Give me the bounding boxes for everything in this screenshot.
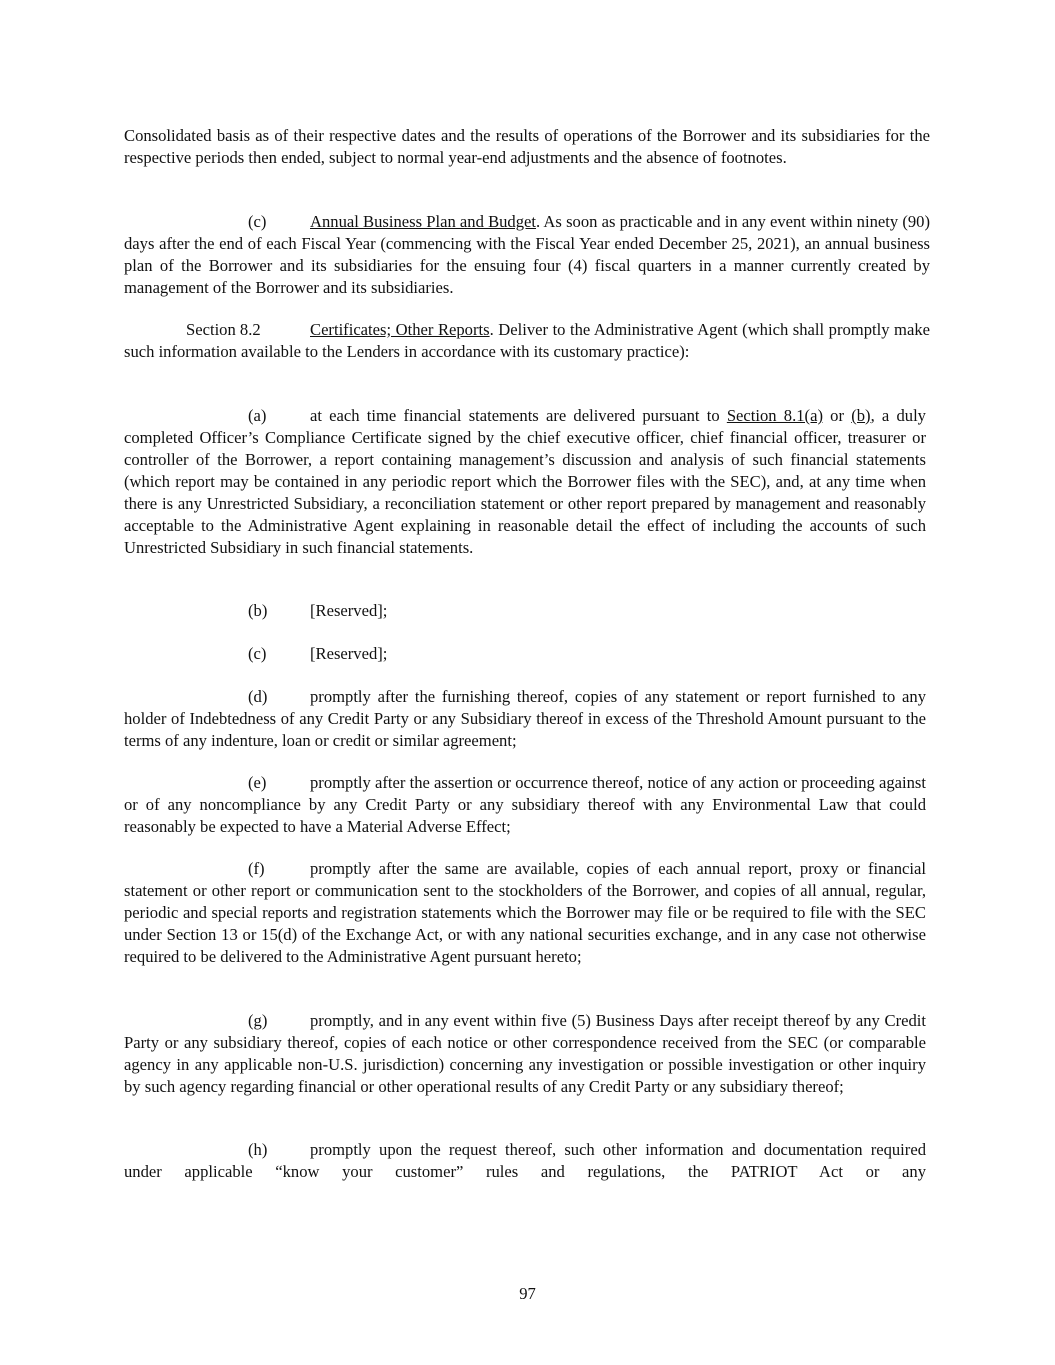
section-8-2: Section 8.2 Certificates; Other Reports. Deliver to the Administrative Agent (which shall promptly make such information available to the Lenders in accordance with its customary practice): xyxy=(124,320,930,361)
clause-heading: Annual Business Plan and Budget xyxy=(310,212,537,231)
item-label: (e) xyxy=(248,773,267,792)
item-c: (c) [Reserved]; xyxy=(248,644,388,663)
section-label: Section 8.2 xyxy=(186,320,261,339)
section-heading: Certificates; Other Reports xyxy=(310,320,490,339)
cross-reference-link[interactable]: Section 8.1(a) xyxy=(726,406,823,425)
cross-reference-link[interactable]: (b) xyxy=(851,406,871,425)
item-label: (h) xyxy=(248,1140,268,1159)
item-label: (d) xyxy=(248,687,268,706)
page-number: 97 xyxy=(519,1284,536,1303)
item-label: (a) xyxy=(248,406,267,425)
item-label: (f) xyxy=(248,859,265,878)
item-d: (d) promptly after the furnishing thereof, copies of any statement or report furnished to any holder of Indebtedness of any Credit Party or any Subsidiary thereof in excess of the Threshold Amount pursuant to the terms of any indenture, loan or credit or similar agreement; xyxy=(124,687,926,750)
item-g: (g) promptly, and in any event within five (5) Business Days after receipt thereof by any Credit Party or any subsidiary thereof, copies of each notice or other correspondence received from the SEC (or comparable agency in any applicable non-U.S. jurisdiction) concerning any investigation or possible investigation or other inquiry by such agency regarding financial or other operational results of any Credit Party or any subsidiary thereof; xyxy=(124,1011,926,1096)
clause-label: (c) xyxy=(248,212,267,231)
item-f: (f) promptly after the same are available, copies of each annual report, proxy or financial statement or other report or communication sent to the stockholders of the Borrower, and copies of all annual, regular, periodic and special reports and registration statements which the Borrower may file or be required to file with the SEC under Section 13 or 15(d) of the Exchange Act, or with any national securities exchange, and in any case not otherwise required to be delivered to the Administrative Agent pursuant hereto; xyxy=(124,859,926,966)
item-label: (b) xyxy=(248,601,268,620)
item-e: (e) promptly after the assertion or occurrence thereof, notice of any action or proceeding against or of any noncompliance by any Credit Party or any subsidiary thereof with any Environmental Law that could reasonably be expected to have a Material Adverse Effect; xyxy=(124,773,926,836)
paragraph-intro: Consolidated basis as of their respective dates and the results of operations of the Borrower and its subsidiaries for the respective periods then ended, subject to normal year-end adjustments and the absence of footnotes. xyxy=(124,126,930,167)
paragraph-annual-business-plan: (c) Annual Business Plan and Budget. As soon as practicable and in any event within ninety (90) days after the end of each Fiscal Year (commencing with the Fiscal Year ended December 25, 2021), an annual business plan of the Borrower and its subsidiaries for the ensuing four (4) fiscal quarters in a manner currently created by management of the Borrower and its subsidiaries. xyxy=(124,212,930,297)
item-h: (h) promptly upon the request thereof, such other information and documentation required under applicable “know your customer” rules and regulations, the PATRIOT Act or any xyxy=(124,1140,926,1181)
item-b: (b) [Reserved]; xyxy=(248,601,388,620)
item-label: (g) xyxy=(248,1011,268,1030)
item-a: (a) at each time financial statements are delivered pursuant to Section 8.1(a) or (b), a duly completed Officer’s Compliance Certificate signed by the chief executive officer, chief financial officer, treasurer or controller of the Borrower, a report containing management’s discussion and analysis of such financial statements (which report may be contained in any periodic report which the Borrower files with the SEC), and, at any time when there is any Unrestricted Subsidiary, a reconciliation statement or other report prepared by management and reasonably acceptable to the Administrative Agent explaining in reasonable detail the effect of including the accounts of such Unrestricted Subsidiary in such financial statements. xyxy=(124,406,926,557)
item-label: (c) xyxy=(248,644,267,663)
